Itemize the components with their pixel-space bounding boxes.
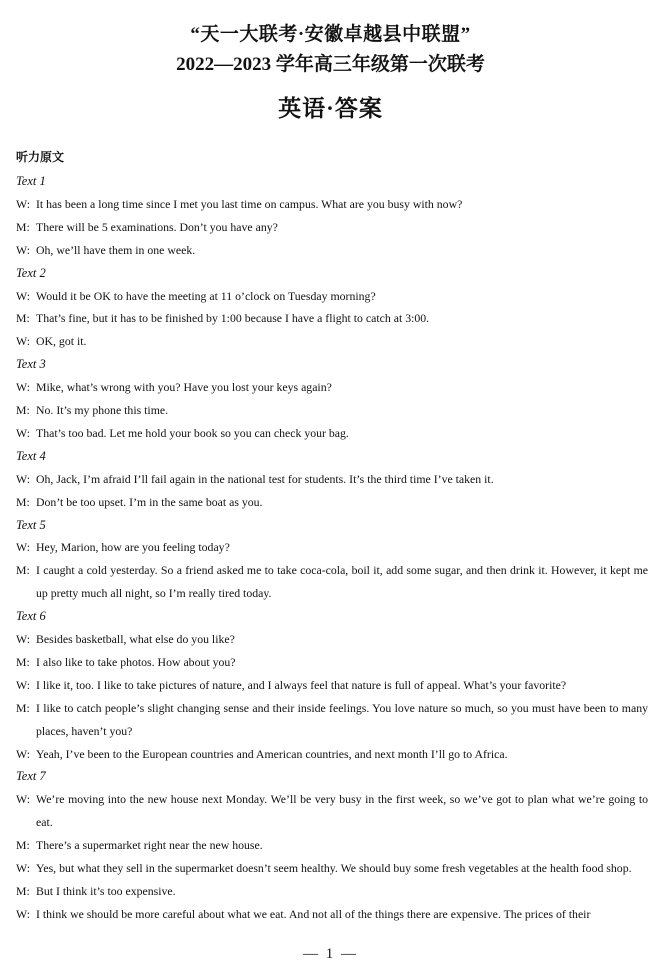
speaker-label: M:	[16, 838, 30, 853]
section-title: 听力原文	[16, 150, 65, 164]
dialogue-line	[16, 697, 648, 743]
speaker-label: M:	[16, 219, 30, 234]
dialogue-text: That’s too bad. Let me hold your book so you can check your bag.	[36, 425, 349, 440]
exam-subtitle: 2022—2023 学年高三年级第一次联考	[176, 54, 485, 75]
dialogue-text: Hey, Marion, how are you feeling today?	[36, 540, 230, 555]
speaker-label: M:	[16, 494, 30, 509]
dialogue-line	[16, 468, 648, 491]
dialogue-line	[16, 674, 648, 697]
dialogue-text: No. It’s my phone this time.	[36, 403, 169, 418]
speaker-label: M:	[16, 883, 30, 898]
text-label: Text 3	[16, 357, 46, 372]
speaker-label: M:	[16, 311, 30, 326]
speaker-label: W:	[16, 334, 30, 349]
speaker-label: W:	[16, 632, 30, 647]
dialogue-text: Besides basketball, what else do you like?	[36, 632, 235, 647]
dialogue-text: Oh, Jack, I’m afraid I’ll fail again in the national test for students. It’s the third time I’ve taken it.	[36, 471, 494, 486]
speaker-label: W:	[16, 380, 30, 395]
dialogue-line	[16, 422, 648, 445]
page-number: — 1 —	[303, 946, 358, 962]
speaker-label: W:	[16, 906, 30, 921]
dialogue-text: I also like to take photos. How about you?	[36, 654, 236, 669]
dialogue-line	[16, 330, 648, 353]
dialogue-text: But I think it’s too expensive.	[36, 883, 176, 898]
dialogue-line	[16, 239, 648, 262]
speaker-label: W:	[16, 425, 30, 440]
text-label: Text 2	[16, 265, 46, 280]
exam-title: “天一大联考·安徽卓越县中联盟”	[190, 24, 471, 45]
text-label: Text 1	[16, 174, 46, 188]
speaker-label: M:	[16, 563, 30, 578]
dialogue-line	[16, 285, 648, 308]
dialogue-line	[16, 216, 648, 239]
speaker-label: W:	[16, 540, 30, 555]
speaker-label: W:	[16, 677, 30, 692]
speaker-label: M:	[16, 700, 30, 715]
dialogue-text: Mike, what’s wrong with you? Have you lost your keys again?	[36, 380, 332, 395]
dialogue-line	[16, 307, 648, 330]
dialogue-text: Yeah, I’ve been to the European countries and American countries, and next month I’ll go to Africa.	[36, 746, 508, 761]
speaker-label: W:	[16, 196, 30, 211]
dialogue-line	[16, 903, 648, 926]
speaker-label: W:	[16, 746, 30, 761]
dialogue-line	[16, 880, 648, 903]
dialogue-text: That’s fine, but it has to be finished by 1:00 because I have a flight to catch at 3:00.	[36, 311, 430, 326]
dialogue-text: I caught a cold yesterday. So a friend asked me to take coca-cola, boil it, add some sugar, and then drink it. However, it kept me up pretty much all night, so I’m really tired today.	[36, 563, 648, 601]
dialogue-line	[16, 628, 648, 651]
dialogue-line	[16, 743, 648, 766]
speaker-label: W:	[16, 861, 30, 876]
dialogue-line	[16, 193, 648, 216]
dialogue-line	[16, 834, 648, 857]
speaker-label: W:	[16, 288, 30, 303]
dialogue-text: It has been a long time since I met you last time on campus. What are you busy with now?	[36, 196, 463, 211]
dialogue-text: There will be 5 examinations. Don’t you have any?	[36, 219, 278, 234]
dialogue-line	[16, 399, 648, 422]
text-label: Text 7	[16, 769, 46, 784]
dialogue-text: Would it be OK to have the meeting at 11 o’clock on Tuesday morning?	[36, 288, 376, 303]
dialogue-text: We’re moving into the new house next Monday. We’ll be very busy in the first week, so we’ve got to plan what we’re going to eat.	[36, 792, 648, 830]
dialogue-line	[16, 536, 648, 559]
speaker-label: M:	[16, 403, 30, 418]
dialogue-text: I like it, too. I like to take pictures of nature, and I always feel that nature is full of appeal. What’s your favorite?	[36, 677, 567, 692]
dialogue-line	[16, 788, 648, 834]
dialogue-text: Oh, we’ll have them in one week.	[36, 242, 196, 257]
speaker-label: M:	[16, 654, 30, 669]
dialogue-text: I like to catch people’s slight changing sense and their inside feelings. You love nature so much, so you must have been to many places, haven’t you?	[36, 700, 648, 738]
dialogue-line	[16, 651, 648, 674]
text-label: Text 6	[16, 609, 46, 624]
text-label: Text 5	[16, 517, 46, 532]
subject-title: 英语·答案	[278, 96, 383, 121]
speaker-label: W:	[16, 471, 30, 486]
dialogue-text: Yes, but what they sell in the supermarket doesn’t seem healthy. We should buy some fresh vegetables at the health food shop.	[36, 861, 632, 876]
dialogue-text: There’s a supermarket right near the new house.	[36, 838, 263, 853]
listening-transcript	[16, 170, 648, 926]
dialogue-text: I think we should be more careful about what we eat. And not all of the things there are expensive. The prices of their	[36, 906, 591, 921]
text-label: Text 4	[16, 448, 46, 463]
dialogue-line	[16, 376, 648, 399]
page-header	[0, 22, 661, 124]
dialogue-line	[16, 559, 648, 605]
dialogue-text: Don’t be too upset. I’m in the same boat as you.	[36, 494, 263, 509]
dialogue-line	[16, 857, 648, 880]
speaker-label: W:	[16, 242, 30, 257]
dialogue-text: OK, got it.	[36, 334, 87, 349]
speaker-label: W:	[16, 792, 30, 807]
dialogue-line	[16, 491, 648, 514]
